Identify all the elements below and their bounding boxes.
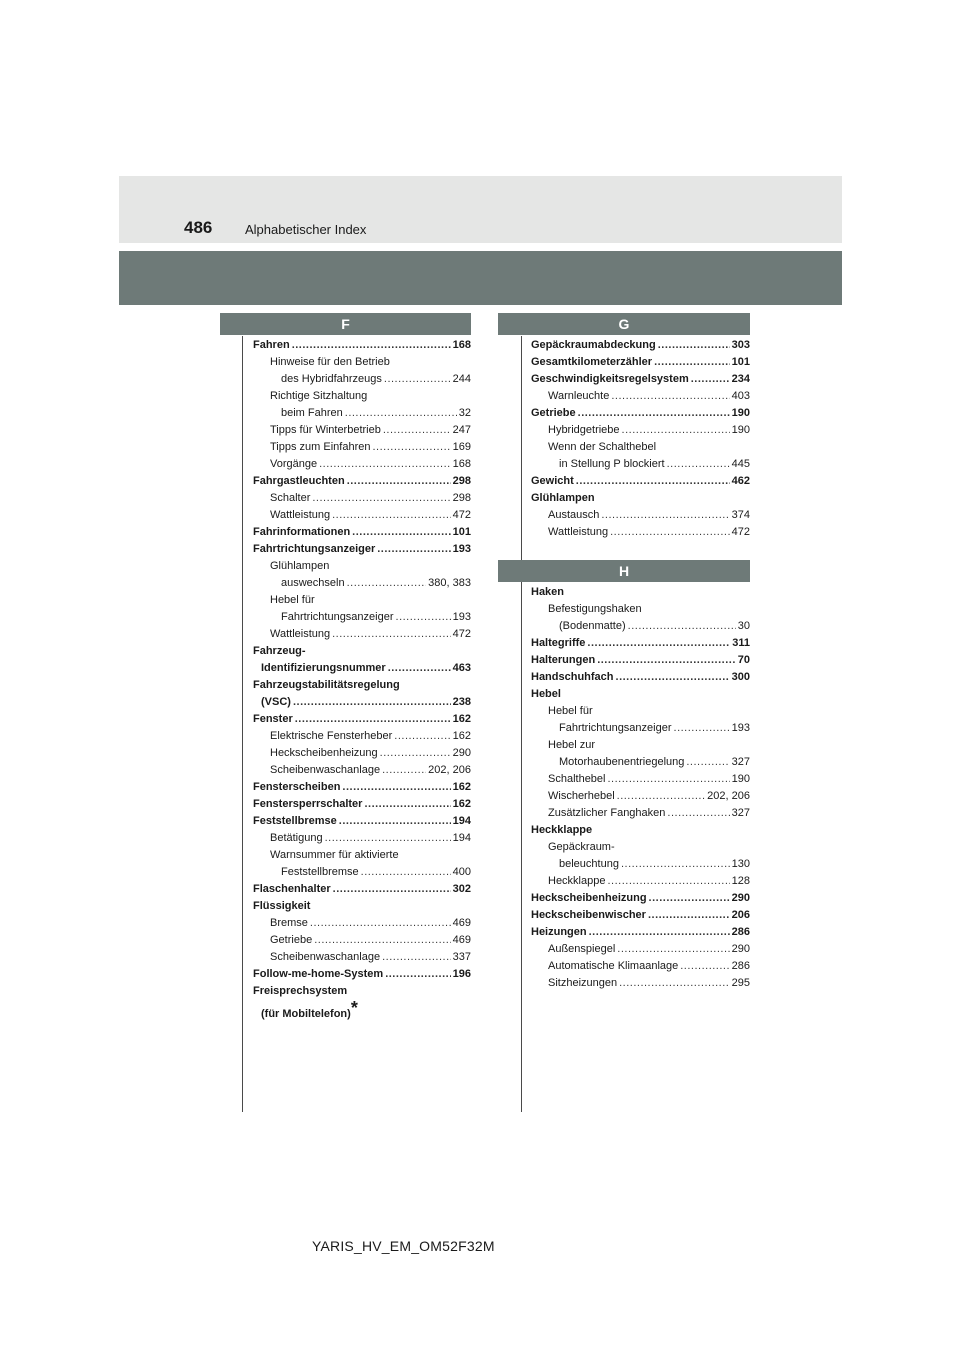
dot-leader [342,779,450,796]
dot-leader [384,371,451,388]
index-entry [531,941,750,958]
entry-term: Austausch [548,509,600,521]
entry-page-ref: 130 [731,858,750,870]
entry-page-ref: 295 [731,977,750,989]
index-entry [253,864,471,881]
entry-page-ref: 190 [731,424,750,436]
entry-page-ref: 403 [731,390,750,402]
entry-page-ref: 194 [452,815,471,827]
dot-leader [622,422,730,439]
entry-term: Hebel zur [548,739,596,751]
entry-page-ref: 162 [452,781,471,793]
entry-page-ref: 327 [731,756,750,768]
index-entry [531,524,750,541]
dot-leader [628,618,736,635]
index-entry [253,898,471,915]
index-entry [253,524,471,541]
entry-term: Glühlampen [270,560,330,572]
index-entry [531,507,750,524]
index-entry [253,915,471,932]
dot-leader [619,975,730,992]
index-entry [531,754,750,771]
entry-term: Tipps zum Einfahren [270,441,371,453]
entry-page-ref: 193 [452,543,471,555]
dot-leader [616,669,730,686]
entry-page-ref: 469 [452,917,471,929]
entry-term: Fahrgastleuchten [253,475,345,487]
entry-page-ref: 302 [452,883,471,895]
entry-term: beleuchtung [559,858,619,870]
entry-page-ref: 303 [731,339,750,351]
dot-leader [292,337,451,354]
index-entry [531,371,750,388]
entry-page-ref: 290 [731,892,750,904]
entry-term: Haltegriffe [531,637,586,649]
dot-leader [382,949,451,966]
entry-term: Fenster [253,713,293,725]
index-entry [253,745,471,762]
entry-term: Schalter [270,492,311,504]
dot-leader [621,856,730,873]
dot-leader [611,388,729,405]
entry-term: Handschuhfach [531,671,614,683]
entry-term: Gepäckraumabdeckung [531,339,656,351]
entry-page-ref: 311 [732,637,750,649]
index-entry [253,983,471,1000]
letter-heading-h: H [498,560,750,582]
dot-leader [607,873,729,890]
entry-term: Gepäckraum- [548,841,615,853]
entry-term: Fahrtrichtungsanzeiger [559,722,672,734]
entry-page-ref: 190 [731,773,750,785]
page-number: 486 [184,218,213,237]
entry-page-ref: 472 [731,526,750,538]
entry-page-ref: 168 [452,458,471,470]
dot-leader [380,745,451,762]
index-entry [531,354,750,371]
dot-leader [293,694,451,711]
index-entry [253,694,471,711]
index-entry [531,669,750,686]
index-entry [531,975,750,992]
index-entry [531,856,750,873]
entry-term: Wattleistung [270,509,331,521]
entry-page-ref: 445 [731,458,750,470]
entry-term: Hebel für [270,594,315,606]
index-entry [253,575,471,592]
index-entry [253,354,471,371]
dot-leader [383,422,451,439]
index-column-g [531,337,750,541]
index-entry [253,507,471,524]
index-entry [531,788,750,805]
index-entry [531,703,750,720]
index-entry [253,371,471,388]
entry-term: (Bodenmatte) [559,620,626,632]
entry-term: Betätigung [270,832,323,844]
entry-page-ref: 469 [452,934,471,946]
index-entry [531,618,750,635]
index-entry [253,711,471,728]
dot-leader [314,932,450,949]
entry-term: Vorgänge [270,458,318,470]
section-title: Alphabetischer Index [245,222,367,237]
index-entry [253,762,471,779]
dot-leader [649,890,730,907]
entry-page-ref: 202, 206 [707,790,750,802]
dot-leader [361,864,451,881]
entry-page-ref: 327 [731,807,750,819]
entry-term: Flüssigkeit [253,900,311,912]
entry-term: Heckklappe [531,824,593,836]
entry-term: Getriebe [270,934,313,946]
index-entry [531,907,750,924]
entry-term: Tipps für Winterbetrieb [270,424,381,436]
index-entry [531,771,750,788]
dot-leader [310,915,451,932]
entry-page-ref: 196 [452,968,471,980]
index-entry [253,626,471,643]
dot-leader [388,660,451,677]
index-column-f [253,337,471,1020]
index-entry [253,932,471,949]
dot-leader [347,473,451,490]
dot-leader [617,941,729,958]
dot-leader [674,720,730,737]
index-entry [253,660,471,677]
entry-term: auswechseln [281,577,345,589]
index-entry [253,609,471,626]
index-entry [531,805,750,822]
entry-page-ref: 298 [452,475,471,487]
dot-leader [382,762,426,779]
index-entry [531,422,750,439]
dot-leader [325,830,451,847]
dot-leader [578,405,730,422]
entry-term: Feststellbremse [253,815,337,827]
index-entry [253,677,471,694]
entry-term: Hinweise für den Betrieb [270,356,390,368]
index-entry [253,541,471,558]
entry-term: Bremse [270,917,308,929]
entry-term: Richtige Sitzhaltung [270,390,368,402]
entry-term: Befestigungshaken [548,603,642,615]
dot-leader [617,788,706,805]
index-entry [253,881,471,898]
index-entry [253,439,471,456]
entry-page-ref: 290 [452,747,471,759]
index-entry [253,558,471,575]
entry-page-ref: 168 [452,339,471,351]
entry-term: Fahrtrichtungsanzeiger [281,611,394,623]
entry-term: Identifizierungsnummer [261,662,386,674]
entry-term: Fahrzeug- [253,645,306,657]
entry-term: Außenspiegel [548,943,616,955]
dot-leader [339,813,451,830]
entry-page-ref: 162 [452,713,471,725]
index-entry [253,456,471,473]
dot-leader [658,337,730,354]
index-entry [253,830,471,847]
entry-term: Gesamtkilometerzähler [531,356,653,368]
entry-page-ref: 472 [452,509,471,521]
dot-leader [385,966,450,983]
dot-leader [654,354,730,371]
entry-page-ref: 30 [737,620,750,632]
dark-header-band [119,251,842,305]
entry-term: Fahrtrichtungsanzeiger [253,543,376,555]
entry-term: Geschwindigkeitsregelsystem [531,373,689,385]
dot-leader [610,524,730,541]
column-divider-f [242,336,243,1112]
index-entry [531,601,750,618]
entry-page-ref: 337 [452,951,471,963]
index-entry [531,473,750,490]
dot-leader [648,907,730,924]
entry-page-ref: 462 [731,475,750,487]
index-entry [253,847,471,864]
dot-leader [667,456,730,473]
entry-page-ref: 380, 383 [428,577,471,589]
dot-leader [352,524,450,541]
dot-leader [333,881,451,898]
entry-page-ref: 70 [737,654,750,666]
footnote-asterisk: * [350,998,358,1018]
index-entry [253,422,471,439]
entry-term: Scheibenwaschanlage [270,951,381,963]
entry-page-ref: 32 [458,407,471,419]
index-entry [253,728,471,745]
dot-leader [608,771,730,788]
index-entry [253,949,471,966]
index-entry [531,737,750,754]
entry-page-ref: 300 [731,671,750,683]
entry-term: Hebel [531,688,561,700]
entry-page-ref: 247 [452,424,471,436]
entry-page-ref: 234 [731,373,750,385]
index-entry [531,652,750,669]
dot-leader [667,805,729,822]
index-entry [253,966,471,983]
index-entry [531,822,750,839]
header-band [119,176,842,243]
entry-term: Schalthebel [548,773,606,785]
index-entry [531,839,750,856]
entry-page-ref: 162 [452,730,471,742]
entry-term: Glühlampen [531,492,595,504]
index-entry [253,473,471,490]
entry-page-ref: 193 [731,722,750,734]
document-code: YARIS_HV_EM_OM52F32M [312,1238,495,1254]
index-entry [253,490,471,507]
index-entry [531,720,750,737]
dot-leader [364,796,450,813]
index-entry [253,998,471,1020]
entry-term: Sitzheizungen [548,977,618,989]
entry-term: Heckscheibenwischer [531,909,646,921]
index-entry [531,890,750,907]
index-entry [531,456,750,473]
entry-page-ref: 286 [731,926,750,938]
entry-term: Fahren [253,339,290,351]
entry-page-ref: 298 [452,492,471,504]
entry-term: Freisprechsystem [253,985,348,997]
entry-term: Scheibenwaschanlage [270,764,381,776]
entry-term: Follow-me-home-System [253,968,384,980]
entry-term: Elektrische Fensterheber [270,730,393,742]
column-divider-gh [521,336,522,1112]
entry-page-ref: 193 [452,611,471,623]
entry-term: (für Mobiltelefon) [261,1008,351,1020]
index-entry [253,643,471,660]
dot-leader [345,405,457,422]
entry-term: Getriebe [531,407,576,419]
dot-leader [587,635,730,652]
entry-term: Fahrzeugstabilitätsregelung [253,679,400,691]
entry-term: Heizungen [531,926,587,938]
entry-term: Warnsummer für aktivierte [270,849,399,861]
entry-page-ref: 400 [452,866,471,878]
entry-term: Heckklappe [548,875,606,887]
index-entry [531,337,750,354]
letter-heading-f: F [220,313,471,335]
index-entry [253,337,471,354]
entry-term: Fahrinformationen [253,526,351,538]
entry-term: Wenn der Schalthebel [548,441,657,453]
entry-page-ref: 206 [731,909,750,921]
index-entry [531,924,750,941]
dot-leader [691,371,730,388]
dot-leader [396,609,451,626]
entry-term: Wischerhebel [548,790,615,802]
dot-leader [332,507,451,524]
entry-term: Halterungen [531,654,596,666]
entry-term: Motorhaubenentriegelung [559,756,685,768]
entry-page-ref: 202, 206 [428,764,471,776]
entry-term: Automatische Klimaanlage [548,960,679,972]
index-entry [531,405,750,422]
entry-term: Flaschenhalter [253,883,331,895]
entry-page-ref: 472 [452,628,471,640]
index-entry [253,592,471,609]
index-entry [253,405,471,422]
index-entry [531,388,750,405]
entry-term: Hybridgetriebe [548,424,620,436]
entry-page-ref: 286 [731,960,750,972]
entry-term: Haken [531,586,565,598]
entry-page-ref: 374 [731,509,750,521]
entry-page-ref: 169 [452,441,471,453]
index-entry [531,584,750,601]
dot-leader [319,456,451,473]
entry-term: Wattleistung [548,526,609,538]
index-entry [253,388,471,405]
entry-term: Zusätzlicher Fanghaken [548,807,666,819]
dot-leader [576,473,730,490]
letter-heading-g: G [498,313,750,335]
index-entry [531,439,750,456]
entry-term: Heckscheibenheizung [270,747,378,759]
entry-page-ref: 162 [452,798,471,810]
entry-page-ref: 128 [731,875,750,887]
index-entry [253,779,471,796]
entry-term: Feststellbremse [281,866,359,878]
index-entry [253,813,471,830]
entry-term: Fenstersperrschalter [253,798,363,810]
dot-leader [372,439,450,456]
entry-page-ref: 190 [731,407,750,419]
entry-page-ref: 244 [452,373,471,385]
entry-term: Gewicht [531,475,574,487]
index-column-h [531,584,750,992]
entry-page-ref: 101 [452,526,471,538]
entry-page-ref: 290 [731,943,750,955]
entry-page-ref: 101 [731,356,750,368]
dot-leader [332,626,451,643]
entry-page-ref: 238 [452,696,471,708]
entry-term: Heckscheibenheizung [531,892,647,904]
dot-leader [312,490,450,507]
dot-leader [589,924,730,941]
dot-leader [377,541,450,558]
index-entry [531,873,750,890]
entry-term: Wattleistung [270,628,331,640]
entry-term: (VSC) [261,696,291,708]
entry-term: Warnleuchte [548,390,610,402]
index-entry [531,490,750,507]
entry-term: Hebel für [548,705,593,717]
dot-leader [347,575,427,592]
index-entry [531,686,750,703]
index-entry [531,635,750,652]
index-entry [253,796,471,813]
dot-leader [601,507,729,524]
dot-leader [597,652,736,669]
entry-term: Fensterscheiben [253,781,341,793]
dot-leader [680,958,729,975]
entry-term: beim Fahren [281,407,343,419]
dot-leader [295,711,451,728]
index-entry [531,958,750,975]
dot-leader [686,754,729,771]
entry-page-ref: 194 [452,832,471,844]
entry-term: des Hybridfahrzeugs [281,373,382,385]
entry-page-ref: 463 [452,662,471,674]
entry-term: in Stellung P blockiert [559,458,665,470]
dot-leader [394,728,450,745]
